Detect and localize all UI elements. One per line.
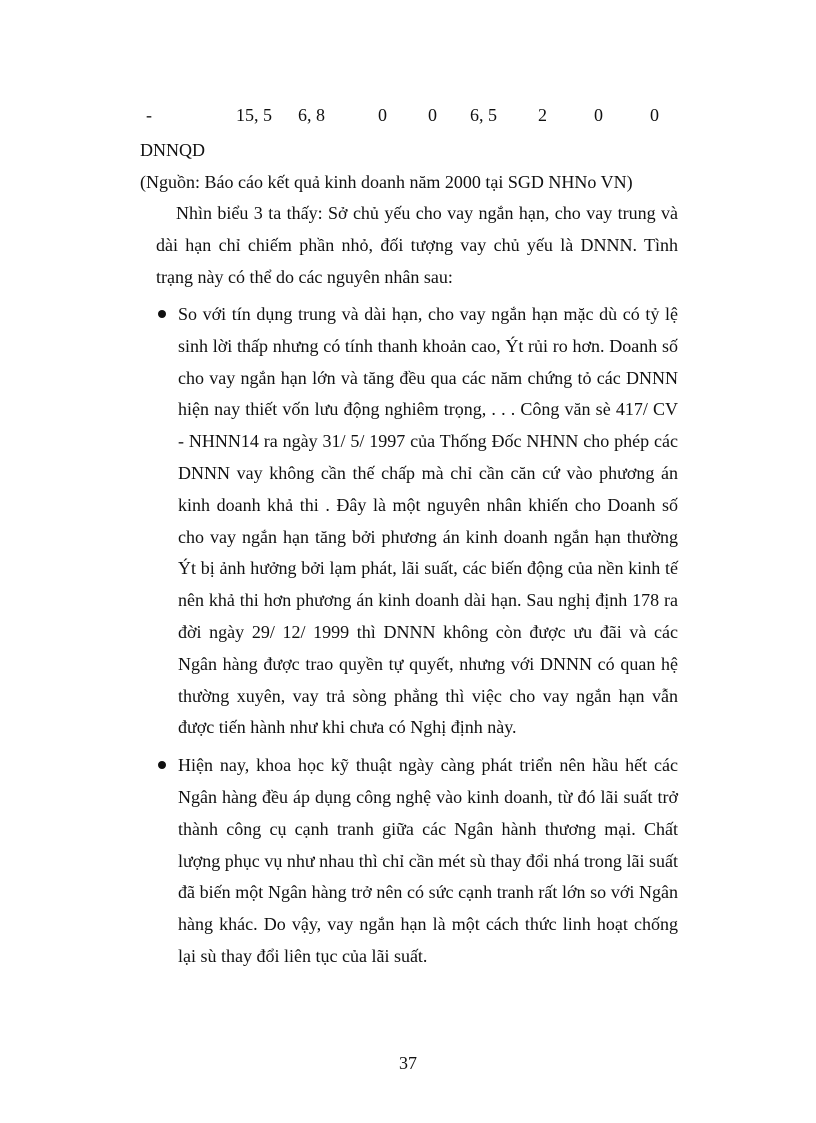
table-cell: 0 <box>378 105 387 125</box>
table-cell: 6, 5 <box>470 105 497 125</box>
table-row <box>140 105 700 129</box>
bullet-icon <box>158 761 166 769</box>
table-cell: 0 <box>650 105 659 125</box>
source-note: (Nguồn: Báo cáo kết quả kinh doanh năm 2000 tại SGD NHNo VN) <box>140 172 633 192</box>
intro-text: Nhìn biểu 3 ta thấy: Sở chủ yếu cho vay ngắn hạn, cho vay trung và dài hạn chỉ chiếm phần nhỏ, đối tượng vay chủ yếu là DNNN. Tình trạng này có thể do các nguyên nhân sau: <box>156 203 678 287</box>
table-cell: 0 <box>428 105 437 125</box>
intro-paragraph <box>156 198 678 293</box>
bullet-text: So với tín dụng trung và dài hạn, cho vay ngắn hạn mặc dù có tỷ lệ sinh lời thấp nhưng có tính thanh khoản cao, Ýt rủi ro hơn. Doanh số cho vay ngắn hạn lớn và tăng đều qua các năm chứng tỏ các DNNN hiện nay thiết vốn lưu động nghiêm trọng, . . . Công văn sè 417/ CV - NHNN14 ra ngày 31/ 5/ 1997 của Thống Đốc NHNN cho phép các DNNN vay không cần thế chấp mà chỉ cần căn cứ vào phương án kinh doanh khả thi . Đây là một nguyên nhân khiến cho Doanh số cho vay ngắn hạn tăng bởi phương án kinh doanh ngắn hạn thường Ýt bị ảnh hưởng bởi lạm phát, lãi suất, các biến động của nền kinh tế nên khả thi hơn phương án kinh doanh dài hạn. Sau nghị định 178 ra đời ngày 29/ 12/ 1999 thì DNNN không còn được ưu đãi và các Ngân hàng được trao quyền tự quyết, nhưng với DNNN có quan hệ thường xuyên, vay trả sòng phẳng thì việc cho vay ngắn hạn vẫn được tiến hành như khi chưa có Nghị định này. <box>178 304 678 738</box>
table-cell: 2 <box>538 105 547 125</box>
list-item <box>156 750 678 973</box>
bullet-text: Hiện nay, khoa học kỹ thuật ngày càng phát triển nên hầu hết các Ngân hàng đều áp dụng công nghệ vào kinh doanh, từ đó lãi suất trở thành công cụ cạnh tranh giữa các Ngân hành thương mại. Chất lượng phục vụ như nhau thì chỉ cần mét sù thay đổi nhá trong lãi suất đã biến một Ngân hàng trở nên có sức cạnh tranh rất lớn so với Ngân hàng khác. Do vậy, vay ngắn hạn là một cách thức linh hoạt chống lại sù thay đổi liên tục của lãi suất. <box>178 755 678 966</box>
row-label-dnnqd: DNNQD <box>140 140 205 160</box>
row-label-dash: - <box>146 105 152 125</box>
table-cell: 6, 8 <box>298 105 325 125</box>
table-cell: 0 <box>594 105 603 125</box>
table-cell: 15, 5 <box>236 105 272 125</box>
bullet-icon <box>158 310 166 318</box>
page-number: 37 <box>399 1053 417 1073</box>
bullet-list <box>156 299 678 979</box>
list-item <box>156 299 678 744</box>
